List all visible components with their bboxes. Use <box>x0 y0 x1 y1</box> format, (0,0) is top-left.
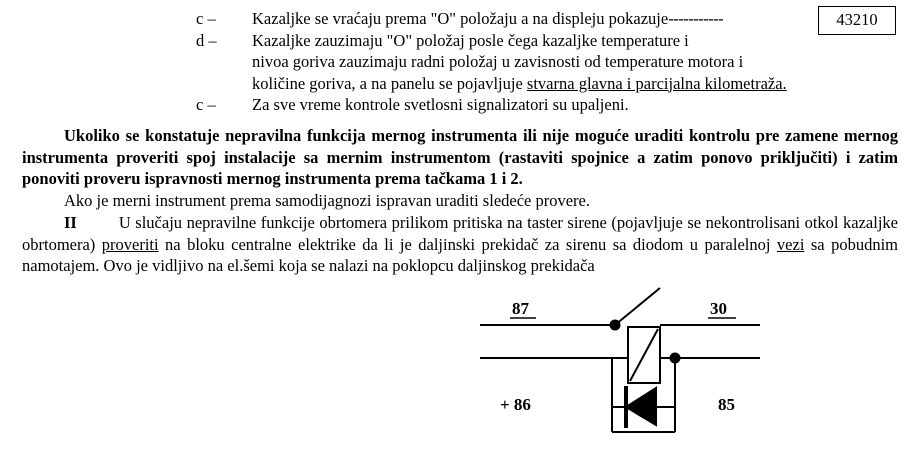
display-value-box: 43210 <box>818 6 896 35</box>
paragraph-three-underlined-2: vezi <box>776 234 805 254</box>
paragraph-three <box>22 212 898 277</box>
paragraph-three-underlined-1: proveriti <box>101 234 159 254</box>
paragraph-two <box>22 190 898 212</box>
list-marker-d: d – <box>196 30 217 50</box>
list-marker-c2: c – <box>196 95 216 114</box>
paragraph-two-text: Ako je merni instrument prema samodijagnozi ispravan uraditi sledeće provere. <box>64 191 590 210</box>
lettered-list <box>196 8 896 116</box>
paragraph-three-numeral: II <box>64 213 77 232</box>
paragraph-bold <box>22 125 898 190</box>
paragraph-three-part3: sa pobudnim namotajem. Ovo je vidljivo na el.šemi koja se nalazi na poklopcu daljinskog prekidača <box>22 234 898 275</box>
label-terminal-30: 30 <box>710 299 727 318</box>
paragraph-bold-text: Ukoliko se konstatuje nepravilna funkcija mernog instrumenta ili nije moguće uraditi kontrolu pre zamene mernog instrumenta proveriti spoj instalacije sa mernim instrumentom (rastaviti spojnice a zatim ponovo priključiti) i zatim ponoviti proveru ispravnosti mernog instrumenta prema tačkama 1 i 2. <box>22 126 898 188</box>
list-text-d-line3-pre: količine goriva, a na panelu se pojavljuje <box>252 73 527 93</box>
paragraph-three-part1: U slučaju nepravilne funkcije obrtomera prilikom pritiska na taster sirene (pojavljuje se nekontrolisani otkol kazaljke obrtomera) <box>22 213 898 254</box>
list-text-c2: Za sve vreme kontrole svetlosni signalizatori su upaljeni. <box>252 95 629 114</box>
list-text-c1-main: Kazaljke se vraćaju prema "O" položaju a na displeju pokazuje <box>252 9 669 28</box>
list-text-d-line3-underlined: stvarna glavna i parcijalna kilometraža. <box>526 73 787 93</box>
label-terminal-86: + 86 <box>500 395 531 414</box>
list-text-d-line1: Kazaljke zauzimaju "O" položaj posle čega kazaljke temperature i <box>252 30 689 50</box>
list-text-c1 <box>252 8 896 30</box>
label-terminal-85: 85 <box>718 395 735 414</box>
list-text-d-line3 <box>252 73 896 95</box>
list-text-d-line2: nivoa goriva zauzimaju radni položaj u zavisnosti od temperature motora i <box>252 52 744 71</box>
list-item <box>196 94 896 116</box>
paragraph-three-part2: na bloku centralne elektrike da li je daljinski prekidač za sirenu sa diodom u paralelnoj <box>158 234 777 254</box>
relay-circuit-diagram <box>470 280 800 448</box>
leader-dashes: ----------- <box>668 9 724 28</box>
list-text-d <box>252 30 896 95</box>
list-marker-c1: c – <box>196 9 216 28</box>
list-item <box>196 30 896 95</box>
label-terminal-87: 87 <box>512 299 529 318</box>
list-item <box>196 8 896 30</box>
